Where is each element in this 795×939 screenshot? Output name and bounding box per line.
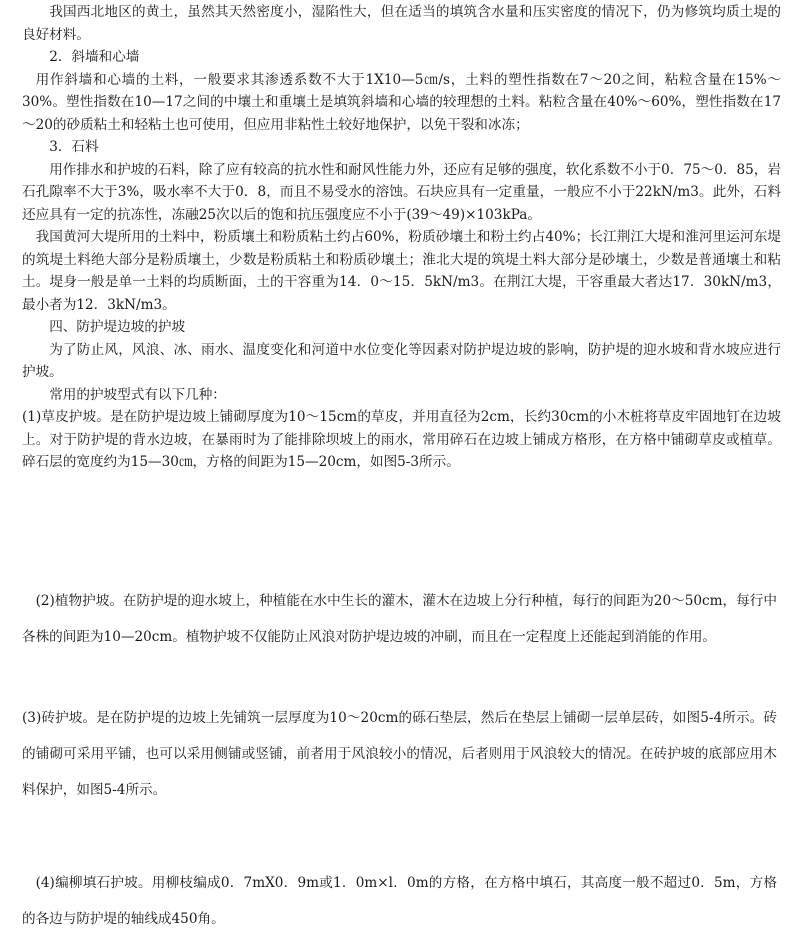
paragraph-turf-protection: (1)草皮护坡。是在防护堤边坡上铺砌厚度为10～15cm的草皮，并用直径为2cm，长约30cm的小木桩将草皮牢固地钉在边坡上。对于防护堤的背水边坡，在暴雨时为了能排除坝坡上的雨水，常用碎石在边坡上铺成方格形，在方格中铺砌草皮或植草。碎石层的宽度约为15—30㎝，方格的间距为15—20cm，如图5-3所示。 (22, 409, 781, 470)
text-block-willow (22, 865, 777, 937)
paragraph-protection-types: 常用的护坡型式有以下几种： (49, 386, 226, 403)
paragraph-brick-protection: (3)砖护坡。是在防护堤的边坡上先铺筑一层厚度为10～20cm的砾石垫层，然后在垫层上铺砌一层单层砖，如图5-4所示。砖的铺砌可采用平铺，也可以采用侧铺或竖铺，前者用于风浪较小的情况，后者则用于风浪较大的情况。在砖护坡的底部应用木料保护，如图5-4所示。 (22, 710, 777, 798)
heading-stone: 3．石料 (49, 139, 99, 155)
text-block-brick (22, 700, 777, 808)
text-block-plant (22, 583, 777, 655)
heading-slope-protection: 四、防护堤边坡的护坡 (49, 319, 186, 335)
paragraph-plant-protection: (2)植物护坡。在防护堤的迎水坡上，种植能在水中生长的灌木，灌木在边坡上分行种植，每行的间距为20～50cm，每行中各株的间距为10—20cm。植物护坡不仅能防止风浪对防护堤边坡的冲刷，而且在一定程度上还能起到消能的作用。 (22, 593, 777, 645)
heading-sloped-core-wall: 2．斜墙和心墙 (49, 49, 140, 65)
paragraph-willow-protection: (4)编柳填石护坡。用柳枝编成0．7mX0．9m或1．0m×l．0m的方格，在方格中填石，其高度一般不超过0．5m，方格的各边与防护堤的轴线成450角。 (22, 875, 777, 927)
text-block-upper (22, 1, 781, 474)
paragraph-stone: 用作排水和护坡的石料，除了应有较高的抗水性和耐风性能力外，还应有足够的强度，软化系数不小于0．75～0．85，岩石孔隙率不大于3%，吸水率不大于0．8，而且不易受水的溶蚀。石块应具有一定重量，一般应不小于22kN/m3。此外，石料还应具有一定的抗冻性，冻融25次以后的饱和抗压强度应不小于(39～49)×103kPa。 (22, 161, 781, 223)
paragraph-river-dikes: 我国黄河大堤所用的土料中，粉质壤土和粉质粘土约占60%，粉质砂壤土和粉土约占40%；长江荆江大堤和淮河里运河东堤的筑堤土料绝大部分是粉质壤土，少数是粉质粘土和粉质砂壤土；淮北大堤的筑堤土料大部分是砂壤土，少数是普通壤土和粘土。堤身一般是单一土料的均质断面，土的干容重为14．0～15．5kN/m3。在荆江大堤，干容重最大者达17．30kN/m3，最小者为12．3kN/m3。 (22, 229, 781, 313)
paragraph-wall-soil: 用作斜墙和心墙的土料，一般要求其渗透系数不大于1X10—5㎝/s，土料的塑性指数在7～20之间，粘粒含量在15%～30%。塑性指数在10—17之间的中壤土和重壤土是填筑斜墙和心墙的较理想的土料。粘粒含量在40%～60%，塑性指数在17～20的砂质粘土和轻粘土也可使用，但应用非粘性土较好地保护，以免干裂和冰冻； (22, 71, 781, 133)
paragraph-loess: 我国西北地区的黄土，虽然其天然密度小，湿陷性大，但在适当的填筑含水量和压实密度的情况下，仍为修筑均质土堤的良好材料。 (22, 4, 781, 43)
paragraph-protection-purpose: 为了防止风，风浪、冰、雨水、温度变化和河道中水位变化等因素对防护堤边坡的影响，防护堤的迎水坡和背水坡应进行护坡。 (22, 341, 781, 380)
